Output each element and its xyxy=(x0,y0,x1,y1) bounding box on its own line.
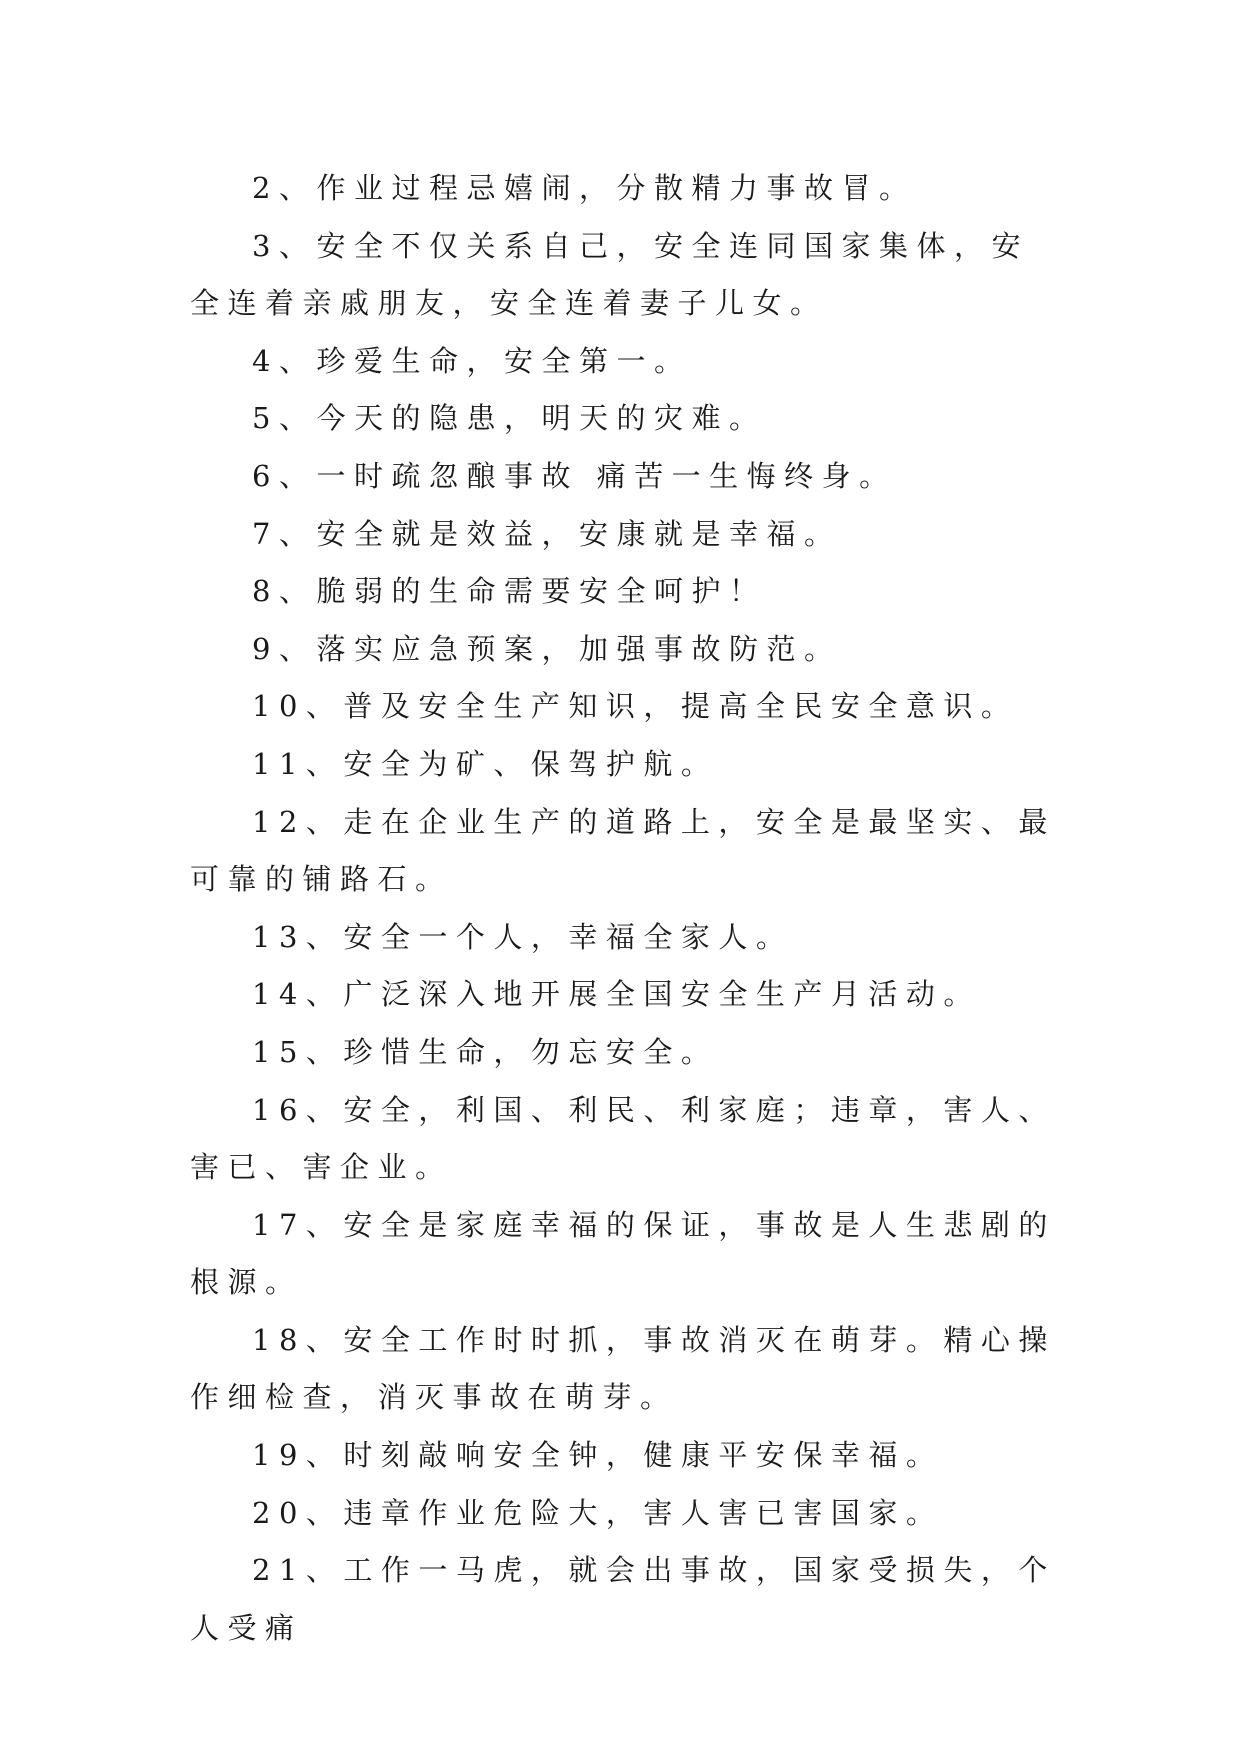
paragraph: 15、珍惜生命，勿忘安全。 xyxy=(252,1034,719,1069)
paragraph: 20、违章作业危险大，害人害已害国家。 xyxy=(252,1495,944,1530)
paragraph: 8、脆弱的生命需要安全呵护！ xyxy=(252,574,767,609)
paragraph: 10、普及安全生产知识，提高全民安全意识。 xyxy=(252,689,1019,724)
paragraph: 9、落实应急预案，加强事故防范。 xyxy=(252,631,842,666)
paragraph: 17、安全是家庭幸福的保证，事故是人生悲剧的根源。 xyxy=(190,1207,1056,1300)
paragraph: 6、一时疏忽酿事故 痛苦一生悔终身。 xyxy=(252,458,897,493)
paragraph: 19、时刻敲响安全钟，健康平安保幸福。 xyxy=(252,1438,944,1473)
document-body xyxy=(190,160,1058,1657)
paragraph: 3、安全不仅关系自己，安全连同国家集体，安全连着亲戚朋友，安全连着妻子儿女。 xyxy=(190,228,1029,321)
paragraph: 4、珍爱生命，安全第一。 xyxy=(252,343,692,378)
paragraph: 14、广泛深入地开展全国安全生产月活动。 xyxy=(252,977,981,1012)
paragraph: 11、安全为矿、保驾护航。 xyxy=(252,746,719,781)
paragraph: 2、作业过程忌嬉闹，分散精力事故冒。 xyxy=(252,171,917,205)
paragraph: 18、安全工作时时抓，事故消灭在萌芽。精心操作细检查，消灭事故在萌芽。 xyxy=(190,1322,1056,1415)
paragraph: 21、工作一马虎，就会出事故，国家受损失，个人受痛 xyxy=(190,1553,1056,1645)
paragraph: 7、安全就是效益，安康就是幸福。 xyxy=(252,516,842,551)
paragraph: 16、安全，利国、利民、利家庭；违章，害人、害已、害企业。 xyxy=(190,1092,1056,1185)
paragraph: 5、今天的隐患，明天的灾难。 xyxy=(252,401,767,436)
paragraph: 13、安全一个人，幸福全家人。 xyxy=(252,919,794,954)
paragraph: 12、走在企业生产的道路上，安全是最坚实、最可靠的铺路石。 xyxy=(190,804,1056,897)
